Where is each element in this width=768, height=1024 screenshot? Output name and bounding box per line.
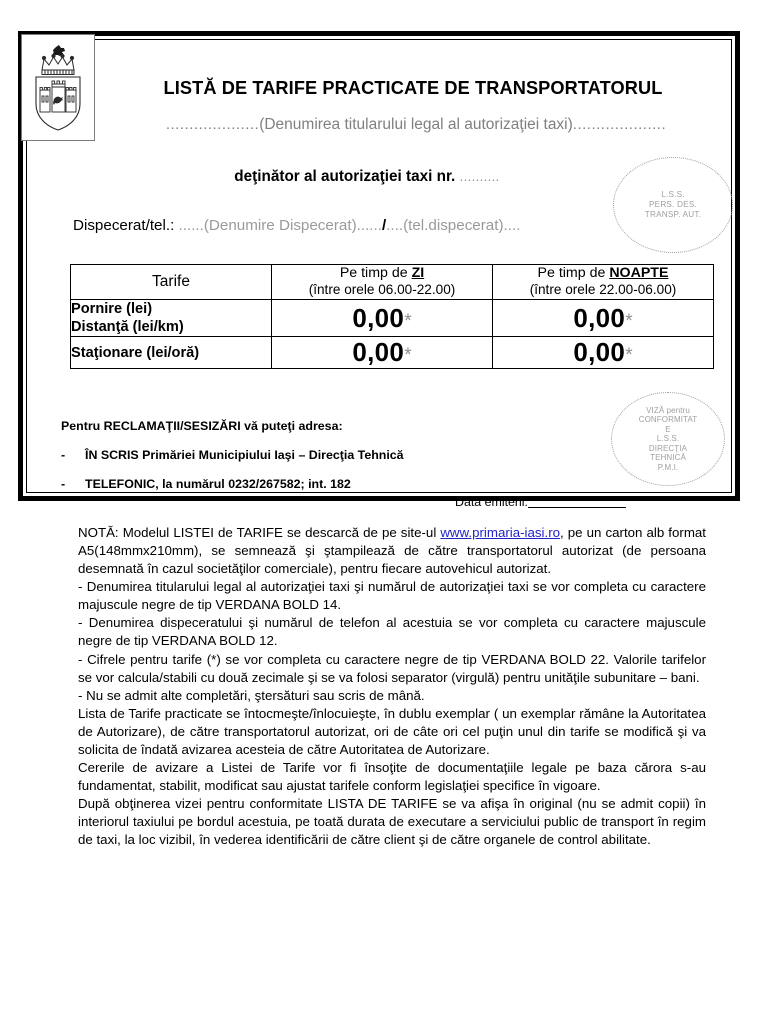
rate-day-stationare: [272, 337, 493, 369]
stamp-lss-line-1: L.S.S.: [661, 190, 685, 200]
dispatcher-dots-after: ....: [503, 217, 521, 234]
list-item: [61, 477, 581, 491]
issue-date-field: [455, 495, 626, 509]
stamp-lss-pers-des-transp-aut: [613, 157, 733, 253]
dispatcher-separator: /: [381, 217, 387, 234]
table-row: [71, 337, 714, 369]
note-paragraph-5: - Nu se admit alte completări, ştersături sau scris de mână.: [78, 687, 425, 703]
rate-day-stationare-star: *: [404, 345, 412, 367]
note-1-before-link: NOTĂ: Modelul LISTEI de TARIFE se descarcă de pe site-ul: [78, 525, 441, 540]
rate-night-pornire-value: 0,00: [573, 302, 626, 333]
dots-right: ....................: [572, 116, 667, 133]
stamp-lss-line-3: TRANSP. AUT.: [644, 209, 702, 219]
bullet-dash: -: [61, 477, 66, 491]
tariff-table: [70, 264, 714, 369]
row-label-stationare: [71, 337, 272, 369]
day-header-range: (între orele 06.00-22.00): [308, 282, 456, 298]
rate-night-pornire: [493, 299, 714, 336]
issue-date-label: Data emiterii:: [455, 495, 528, 509]
row-label-line-1: Staţionare (lei/oră): [71, 344, 200, 361]
list-item: [61, 448, 581, 462]
note-paragraph-8: După obţinerea vizei pentru conformitate LISTA DE TARIFE se va afişa în original (nu se admit copii) în interiorul taxiului pe bordul acestuia, pe toată durata de executare a serviciului public de transport în regim de taxi, la loc vizibil, în vederea identificării de către client şi de către organele de control abilitate.: [78, 796, 706, 848]
rate-night-stationare: [493, 337, 714, 369]
dots-left: ....................: [165, 116, 260, 133]
primaria-iasi-link[interactable]: www.primaria-iasi.ro: [440, 525, 561, 540]
stamp-viza-line-6: TEHNICĂ: [650, 453, 686, 463]
stamp-viza-conformitate: [611, 392, 725, 486]
note-paragraph-4: - Cifrele pentru tarife (*) se vor completa cu caractere negre de tip VERDANA BOLD 22. Valorile tarifelor se vor calcula/stabili cu două zecimale şi se va folosi separator (virgulă) pentru unităţile subunitare – bani.: [78, 651, 706, 685]
authorization-number-line: [87, 168, 647, 186]
night-header-prefix: Pe timp de: [537, 265, 610, 281]
stamp-viza-line-3: E: [665, 424, 671, 434]
table-row: [71, 299, 714, 336]
stamp-viza-line-5: DIRECŢIA: [648, 443, 688, 453]
dispatcher-line: [73, 217, 520, 234]
dispatcher-name-placeholder: (Denumire Dispecerat): [203, 217, 357, 234]
complaints-item-written: ÎN SCRIS Primăriei Municipiului Iaşi – Direcţia Tehnică: [85, 448, 404, 462]
authorization-label: deţinător al autorizaţiei taxi nr.: [234, 168, 456, 185]
stamp-viza-line-1: VIZĂ pentru: [646, 405, 690, 415]
stamp-viza-line-2: CONFORMITAT: [638, 415, 698, 425]
row-label-line-2: Distanţă (lei/km): [71, 319, 184, 336]
day-header-key: ZI: [411, 265, 425, 281]
bullet-dash: -: [61, 448, 66, 462]
dispatcher-label: Dispecerat/tel.:: [73, 217, 175, 234]
page-title: LISTĂ DE TARIFE PRACTICATE DE TRANSPORTATORUL: [163, 78, 663, 98]
rate-night-stationare-value: 0,00: [573, 337, 626, 368]
stamp-lss-line-2: PERS. DES.: [649, 200, 697, 210]
dispatcher-dots-before: ......: [178, 217, 204, 234]
note-paragraph-1: [78, 524, 706, 578]
table-header-tarife: Tarife: [71, 265, 272, 300]
certificate-inner-border: [26, 39, 732, 509]
dispatcher-phone-placeholder: (tel.dispecerat): [403, 217, 504, 234]
rate-day-pornire-value: 0,00: [352, 302, 405, 333]
note-paragraph-3: - Denumirea dispeceratului şi numărul de telefon al acestuia se vor completa cu caractere majuscule negre de tip VERDANA BOLD 12.: [78, 615, 706, 649]
holder-name-placeholder: (Denumirea titularului legal al autorizaţiei taxi): [259, 116, 573, 133]
rate-day-stationare-value: 0,00: [352, 337, 405, 368]
certificate-frame: [18, 31, 740, 509]
note-paragraph-7: Cererile de avizare a Listei de Tarife vor fi însoţite de documentaţiile legale pe baza cărora s-au fundamentat, stabilit, modificat sau ajustat tarifele conform legislaţiei specifice în vigoare.: [78, 760, 706, 794]
complaints-item-phone: TELEFONIC, la numărul 0232/267582; int. 182: [85, 477, 351, 491]
complaints-section: [61, 419, 581, 506]
rate-day-pornire: [272, 299, 493, 336]
stamp-viza-line-4: L.S.S.: [656, 434, 680, 444]
rate-night-pornire-star: *: [625, 310, 633, 332]
night-header-range: (între orele 22.00-06.00): [529, 282, 677, 298]
authorization-blank: ..........: [459, 169, 500, 184]
table-header-day: [272, 265, 493, 300]
issue-date-blank-rule[interactable]: [528, 507, 626, 508]
note-1-after-link: , pe un carton alb format A5(148mmx210mm), se semnează şi ştampilează de către transportatorul autorizat (de persoana desemnată în cazul societăţilor comerciale), pentru fiecare autovehicul autorizat.: [78, 525, 706, 577]
holder-name-placeholder-line: [103, 116, 729, 134]
rate-day-pornire-star: *: [404, 310, 412, 332]
note-paragraph-2: - Denumirea titularului legal al autorizaţiei taxi şi numărul de autorizaţiei taxi se vor completa cu caractere majuscule negre de tip VERDANA BOLD 14.: [78, 579, 706, 613]
dispatcher-dots-middle2: ....: [386, 217, 404, 234]
day-header-prefix: Pe timp de: [339, 265, 412, 281]
notes-section: [78, 524, 706, 849]
table-header-night: [493, 265, 714, 300]
table-header-row: [71, 265, 714, 300]
dispatcher-dots-middle: ......: [356, 217, 382, 234]
note-paragraph-6: Lista de Tarife practicate se întocmeşte/înlocuieşte, în dublu exemplar ( un exemplar rămâne la Autoritatea de Autorizare), de către transportatorul autorizat, ori de câte ori cel puţin unul din tarife se modifică şi va solicita de îndată avizarea acesteia de către Autoritatea de Autorizare.: [78, 705, 706, 757]
row-label-line-1: Pornire (lei): [71, 300, 153, 317]
iasi-coat-of-arms-icon: [21, 34, 95, 141]
row-label-pornire-distanta: [71, 299, 272, 336]
night-header-key: NOAPTE: [609, 265, 669, 281]
rate-night-stationare-star: *: [625, 345, 633, 367]
stamp-viza-line-7: P.M.I.: [657, 462, 679, 472]
complaints-title: Pentru RECLAMAŢII/SESIZĂRI vă puteţi adresa:: [61, 419, 343, 433]
